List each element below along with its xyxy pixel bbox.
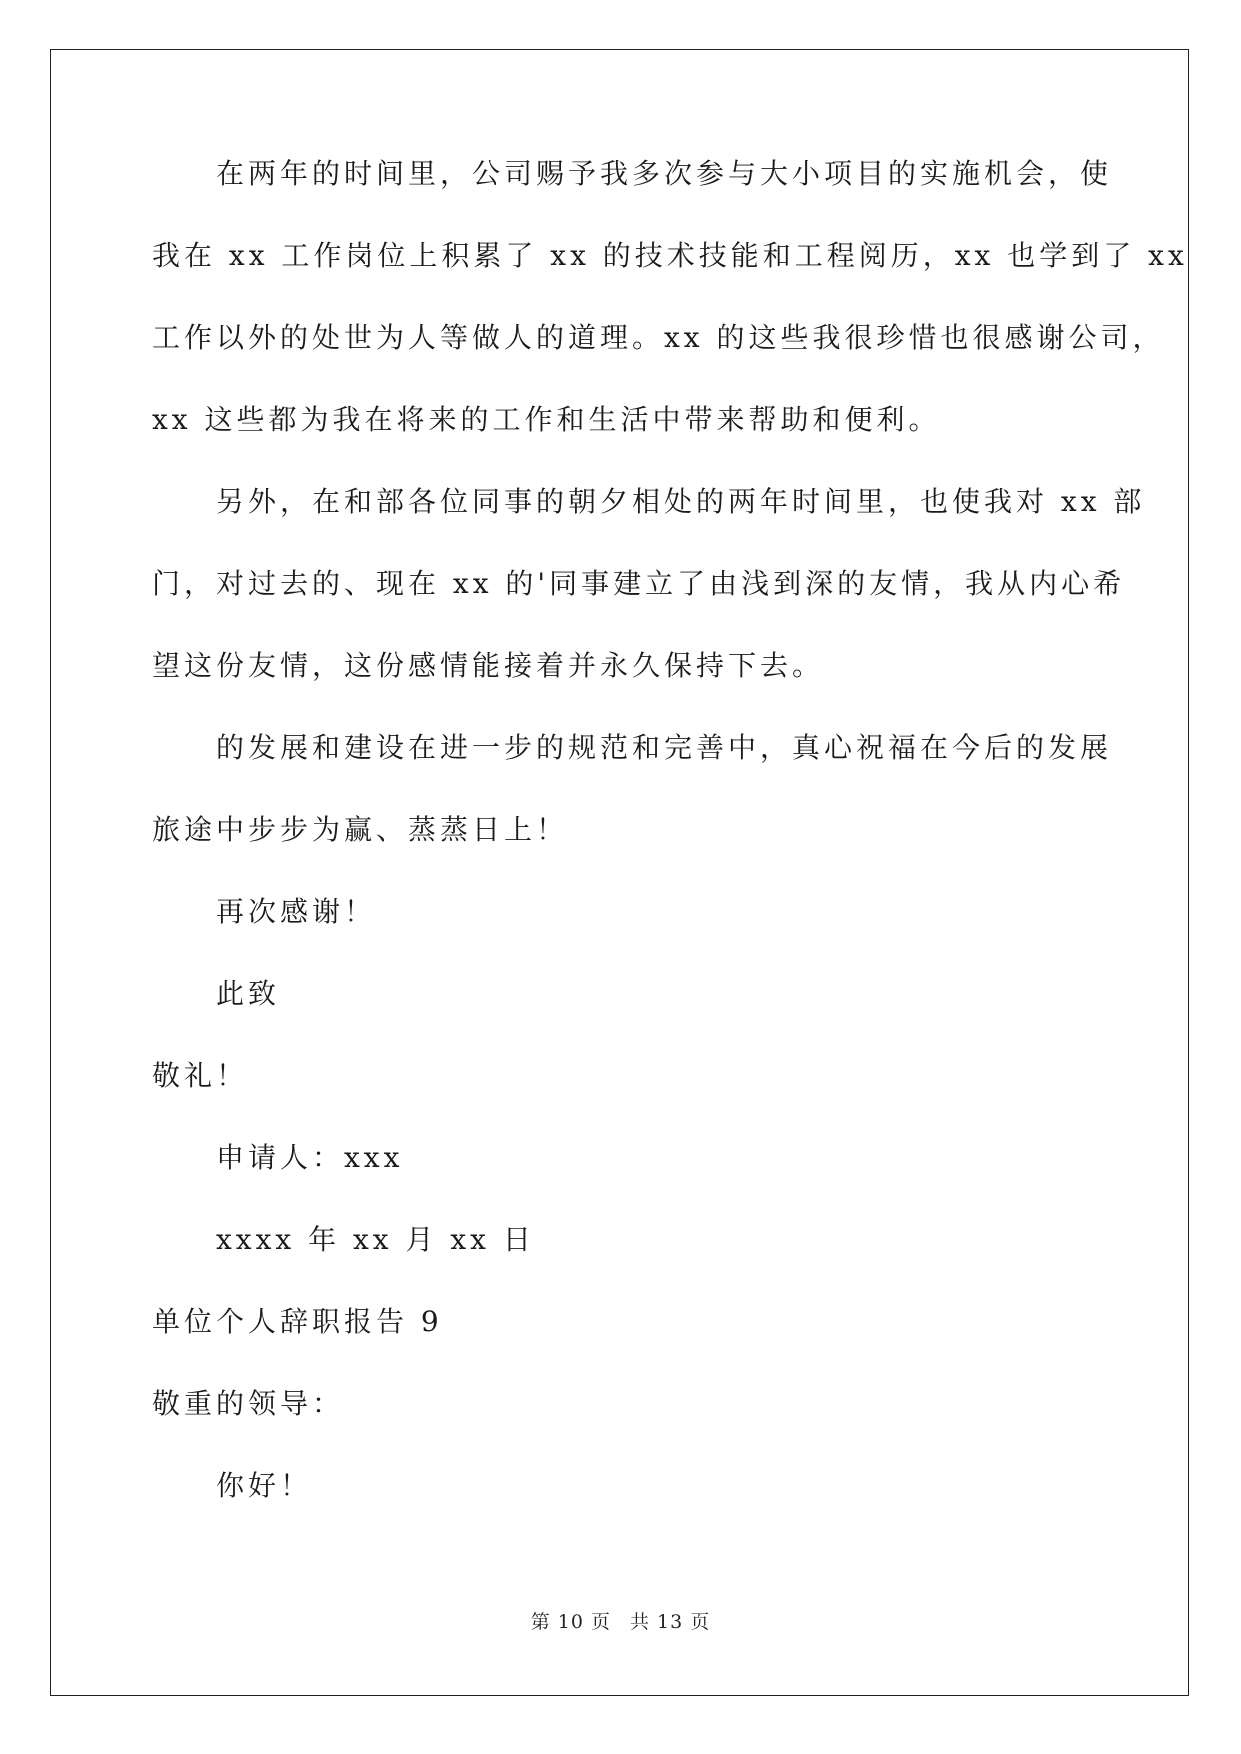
paragraph-line: 望这份友情，这份感情能接着并永久保持下去。 <box>152 649 825 682</box>
letter-date: xxxx 年 xx 月 xx 日 <box>216 1223 535 1256</box>
page-border <box>50 49 1189 1696</box>
paragraph-line: 在两年的时间里，公司赐予我多次参与大小项目的实施机会，使 <box>216 157 1113 190</box>
section-title: 单位个人辞职报告 9 <box>152 1305 443 1338</box>
closing-salutation: 此致 <box>216 977 281 1010</box>
greeting-hello: 你好！ <box>216 1469 313 1502</box>
closing-respect: 敬礼！ <box>152 1059 249 1092</box>
closing-thanks: 再次感谢！ <box>216 895 377 928</box>
paragraph-line: 门，对过去的、现在 xx 的'同事建立了由浅到深的友情，我从内心希 <box>152 567 1126 600</box>
applicant-signature: 申请人：xxx <box>216 1141 404 1174</box>
paragraph-line: xx 这些都为我在将来的工作和生活中带来帮助和便利。 <box>152 403 941 436</box>
paragraph-line: 我在 xx 工作岗位上积累了 xx 的技术技能和工程阅历，xx 也学到了 xx <box>152 239 1188 272</box>
page-number-total: 共 13 页 <box>630 1611 711 1633</box>
page-footer <box>0 1610 1241 1634</box>
page-number-current: 第 10 页 <box>530 1611 611 1633</box>
paragraph-line: 的发展和建设在进一步的规范和完善中，真心祝福在今后的发展 <box>216 731 1113 764</box>
paragraph-line: 工作以外的处世为人等做人的道理。xx 的这些我很珍惜也很感谢公司， <box>152 321 1165 354</box>
paragraph-line: 另外，在和部各位同事的朝夕相处的两年时间里，也使我对 xx 部 <box>216 485 1146 518</box>
paragraph-line: 旅途中步步为赢、蒸蒸日上！ <box>152 813 569 846</box>
greeting-recipient: 敬重的领导： <box>152 1387 345 1420</box>
